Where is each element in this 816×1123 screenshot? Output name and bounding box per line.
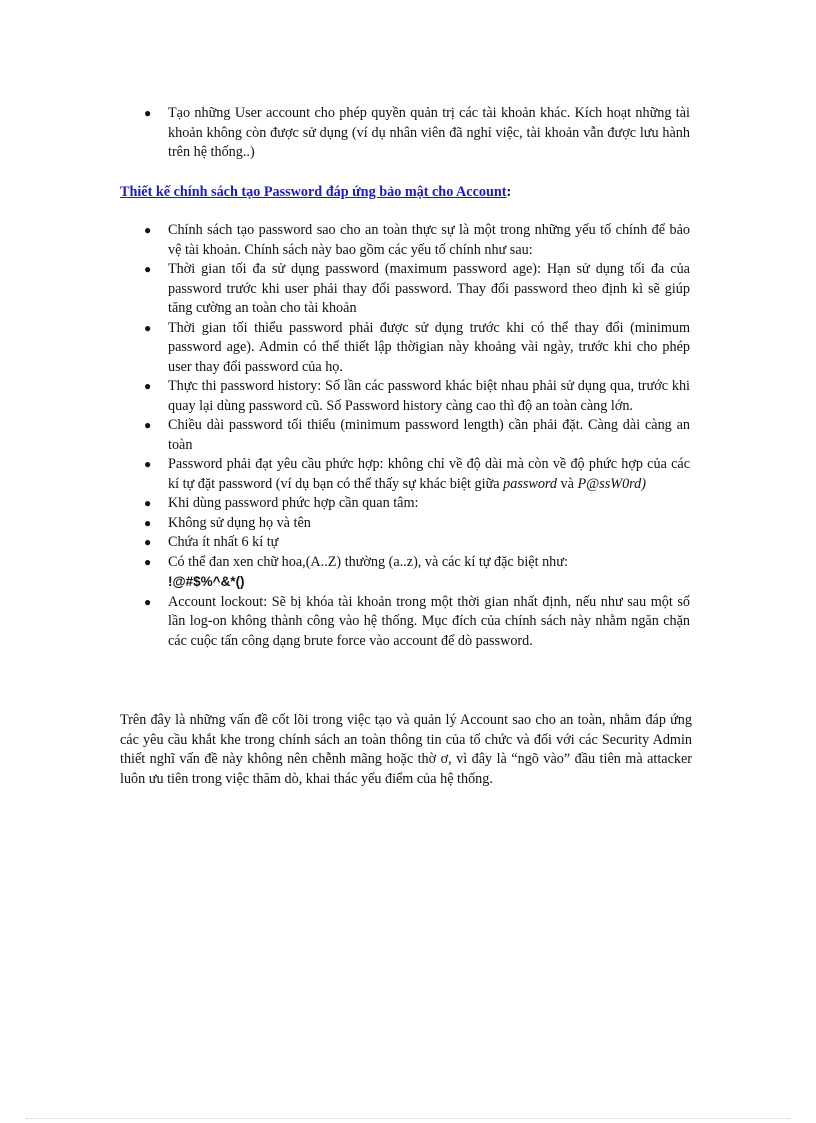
example-strong-password: P@ssW0rd) [577, 475, 646, 492]
special-characters: !@#$%^&*() [168, 574, 245, 589]
list-item [0, 104, 690, 163]
list-item [0, 377, 690, 416]
bullet-icon: ● [144, 379, 152, 393]
list-item [0, 319, 690, 378]
list-item-text: Chứa ít nhất 6 kí tự [168, 534, 279, 550]
bullet-icon: ● [144, 496, 152, 510]
section-heading[interactable] [120, 182, 511, 202]
example-weak-password: password [503, 475, 557, 492]
list-item [0, 494, 690, 514]
list-item-text: Thời gian tối đa sử dụng password (maximum password age): Hạn sử dụng tối đa của password trước khi user phải thay đổi password. Thay đổi password theo định kì sẽ giúp tăng cường an toàn cho tài khoản [168, 261, 690, 316]
list-item-text [168, 456, 690, 492]
list-item-text: Không sử dụng họ và tên [168, 514, 311, 531]
bullet-icon: ● [144, 535, 152, 549]
section-heading-suffix: : [506, 184, 512, 200]
list-item-text: Có thể đan xen chữ hoa,(A..Z) thường (a..z), và các kí tự đặc biệt như: [168, 553, 568, 570]
section-heading-link[interactable]: Thiết kế chính sách tạo Password đáp ứng bảo mật cho Account [120, 184, 507, 200]
list-item-text: Chiều dài password tối thiểu (minimum password length) cần phải đặt. Càng dài càng an toàn [168, 417, 690, 453]
list-item-text: Thực thi password history: Số lần các password khác biệt nhau phải sử dụng qua, trước khi quay lại dùng password cũ. Số Password history càng cao thì độ an toàn càng lớn. [168, 378, 690, 414]
list-item [0, 221, 690, 260]
bullet-icon: ● [144, 106, 152, 120]
bullet-icon: ● [144, 594, 152, 609]
top-bullet-list [0, 104, 816, 163]
list-item-text: Thời gian tối thiểu password phải được sử dụng trước khi có thể thay đổi (minimum password age). Admin có thể thiết lập thờigian này khoảng vài ngày, trước khi cho phép user thay đổi password của họ. [168, 319, 690, 375]
policy-bullet-list [0, 221, 816, 651]
list-item [0, 533, 690, 553]
list-item-text-part: Password phải đạt yêu cầu phức hợp: không chỉ về độ dài mà còn về độ phức hợp của các kí tự đặt password (ví dụ bạn có thể thấy sự khác biệt giữa [168, 456, 690, 492]
list-item-text: Khi dùng password phức hợp cần quan tâm: [168, 495, 419, 511]
bullet-icon: ● [144, 457, 152, 471]
list-item [0, 260, 690, 319]
bullet-icon: ● [144, 554, 152, 569]
list-item [0, 416, 690, 455]
bullet-icon: ● [144, 418, 152, 432]
list-item [0, 553, 690, 593]
bullet-icon: ● [144, 223, 152, 237]
bullet-icon: ● [144, 262, 152, 276]
bullet-icon: ● [144, 320, 152, 335]
list-item [0, 514, 690, 534]
page-bottom-divider [26, 1118, 790, 1119]
bullet-icon: ● [144, 515, 152, 530]
list-item-text: Tạo những User account cho phép quyền quản trị các tài khoản khác. Kích hoạt những tài khoản không còn được sử dụng (ví dụ nhân viên đã nghỉ việc, tài khoản vẫn được lưu hành trên hệ thống..) [168, 105, 690, 160]
conclusion-paragraph: Trên đây là những vấn đề cốt lõi trong việc tạo và quản lý Account sao cho an toàn, nhằm đáp ứng các yêu cầu khắt khe trong chính sách an toàn thông tin của tổ chức và đối với các Security Admin thiết nghĩ vấn đề này không nên chễnh mãng hoặc thờ ơ, vì đây là “ngõ vào” đầu tiên mà attacker luôn ưu tiên trong việc thăm dò, khai thác yếu điểm của hệ thống. [120, 712, 692, 787]
list-item [0, 455, 690, 494]
list-item-text-part: và [557, 475, 578, 492]
list-item-text: Chính sách tạo password sao cho an toàn thực sự là một trong những yếu tố chính để bảo vệ tài khoản. Chính sách này bao gồm các yếu tố chính như sau: [168, 222, 690, 258]
list-item-text: Account lockout: Sẽ bị khóa tài khoản trong một thời gian nhất định, nếu như sau một số lần log-on không thành công vào hệ thống. Mục đích của chính sách này nhằm ngăn chặn các cuộc tấn công dạng brute force vào account để dò password. [168, 593, 690, 649]
list-item [0, 593, 690, 652]
